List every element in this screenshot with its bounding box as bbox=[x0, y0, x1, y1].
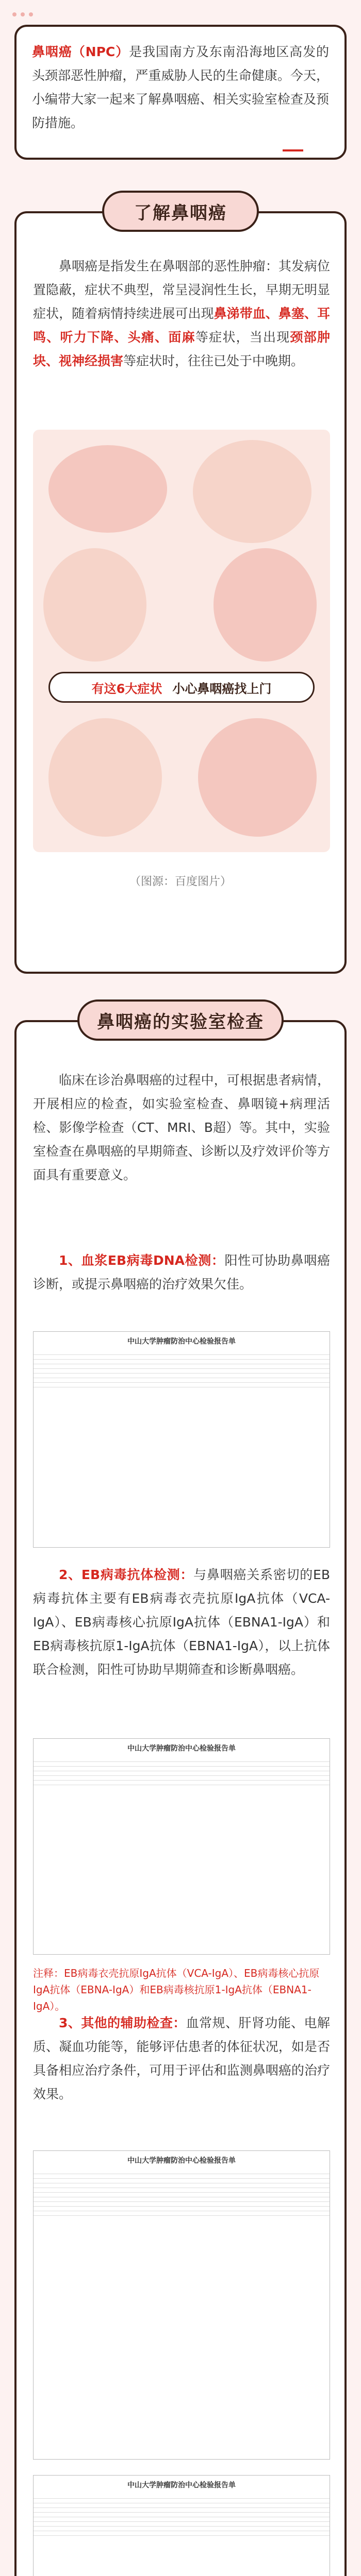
understand-p1b: 等症状，当出现 bbox=[195, 330, 290, 345]
section-title: 鼻咽癌的实验室检查 bbox=[97, 1011, 264, 1032]
report-1-title: 中山大学肿瘤防治中心检验报告单 bbox=[127, 1337, 236, 1346]
lab-item-1 bbox=[33, 1249, 330, 1296]
intro-card bbox=[14, 25, 347, 160]
lab-item-3 bbox=[33, 2011, 330, 2106]
report-2-title: 中山大学肿瘤防治中心检验报告单 bbox=[127, 1744, 236, 1753]
neck-illustration bbox=[198, 718, 317, 837]
banner-part-b: 小心鼻咽癌找上门 bbox=[172, 681, 272, 696]
understand-symptoms: 鼻涕带血、鼻塞、耳鸣、听力下降、头痛、面麻 bbox=[33, 306, 330, 345]
lab-item-2-note: 注释：EB病毒衣壳抗原IgA抗体（VCA-IgA）、EB病毒核心抗原IgA抗体（EBNA-IgA）和EB病毒核抗原1-IgA抗体（EBNA1-IgA）。 bbox=[33, 1967, 320, 2012]
section-header bbox=[102, 191, 259, 232]
report-1 bbox=[33, 1331, 330, 1548]
headache-illustration bbox=[193, 440, 311, 543]
understand-card bbox=[14, 211, 347, 974]
section-header bbox=[77, 999, 284, 1041]
lab-intro bbox=[33, 1069, 330, 1187]
intro-section bbox=[0, 0, 361, 170]
report-4 bbox=[33, 2475, 330, 2576]
nasal-illustration bbox=[214, 548, 317, 662]
banner-part-a: 有这6大症状 bbox=[91, 681, 162, 696]
understand-section bbox=[0, 191, 361, 974]
tinnitus-illustration bbox=[43, 548, 146, 662]
dizzy-illustration bbox=[48, 718, 162, 837]
report-2 bbox=[33, 1738, 330, 1955]
lab-intro-text: 临床在诊治鼻咽癌的过程中，可根据患者病情，开展相应的检查，如实验室检查、鼻咽镜+病理活检、影像学检查（CT、MRI、B超）等。其中，实验室检查在鼻咽癌的早期筛查、诊断以及疗效评价等方面具有重要意义。 bbox=[33, 1073, 330, 1182]
lab-card bbox=[14, 1020, 347, 2576]
intro-text: 是我国南方及东南沿海地区高发的头颈部恶性肿瘤，严重威胁人民的生命健康。今天，小编带大家一起来了解鼻咽癌、相关实验室检查及预防措施。 bbox=[32, 44, 329, 130]
lab-item-2-title: 2、EB病毒抗体检测： bbox=[59, 1567, 194, 1582]
symptom-banner bbox=[48, 672, 315, 703]
lab-section bbox=[0, 999, 361, 2576]
decor-line bbox=[283, 149, 303, 151]
report-3-title: 中山大学肿瘤防治中心检验报告单 bbox=[127, 2157, 236, 2165]
report-3 bbox=[33, 2150, 330, 2460]
lab-item-2 bbox=[33, 1563, 330, 1682]
nosebleed-illustration bbox=[48, 445, 167, 533]
lab-item-3-text: 血常规、肝肾功能、电解质、凝血功能等，能够评估患者的体征状况，如是否具备相应治疗条件，可用于评估和监测鼻咽癌的治疗效果。 bbox=[33, 2015, 330, 2102]
lab-item-3-title: 3、其他的辅助检查： bbox=[59, 2015, 186, 2030]
lab-item-1-text: 阳性可协助鼻咽癌诊断，或提示鼻咽癌的治疗效果欠佳。 bbox=[33, 1253, 330, 1292]
lab-item-2-text: 与鼻咽癌关系密切的EB病毒抗体主要有EB病毒衣壳抗原IgA抗体（VCA-IgA）、EB病毒核心抗原IgA抗体（EBNA1-IgA）和EB病毒核抗原1-IgA抗体（EBNA1-IgA），以上抗体联合检测，阳性可协助早期筛查和诊断鼻咽癌。 bbox=[33, 1567, 330, 1677]
section-title: 了解鼻咽癌 bbox=[134, 202, 227, 224]
image-caption: （图源：百度图片） bbox=[129, 875, 232, 888]
understand-p1c: 等症状时，往往已处于中晚期。 bbox=[123, 353, 304, 368]
understand-late-signs: 颈部肿块、视神经损害 bbox=[33, 330, 330, 368]
report-4-title: 中山大学肿瘤防治中心检验报告单 bbox=[127, 2481, 236, 2489]
lab-item-1-title: 1、血浆EB病毒DNA检测： bbox=[59, 1253, 225, 1268]
understand-body bbox=[33, 255, 330, 373]
understand-p1: 鼻咽癌是指发生在鼻咽部的恶性肿瘤：其发病位置隐蔽，症状不典型，常呈浸润性生长，早期无明显症状，随着病情持续进展可出现 bbox=[33, 259, 330, 321]
intro-prefix: 鼻咽癌（NPC） bbox=[32, 44, 129, 59]
symptom-illustration bbox=[33, 430, 330, 852]
decor-dots bbox=[12, 12, 33, 16]
